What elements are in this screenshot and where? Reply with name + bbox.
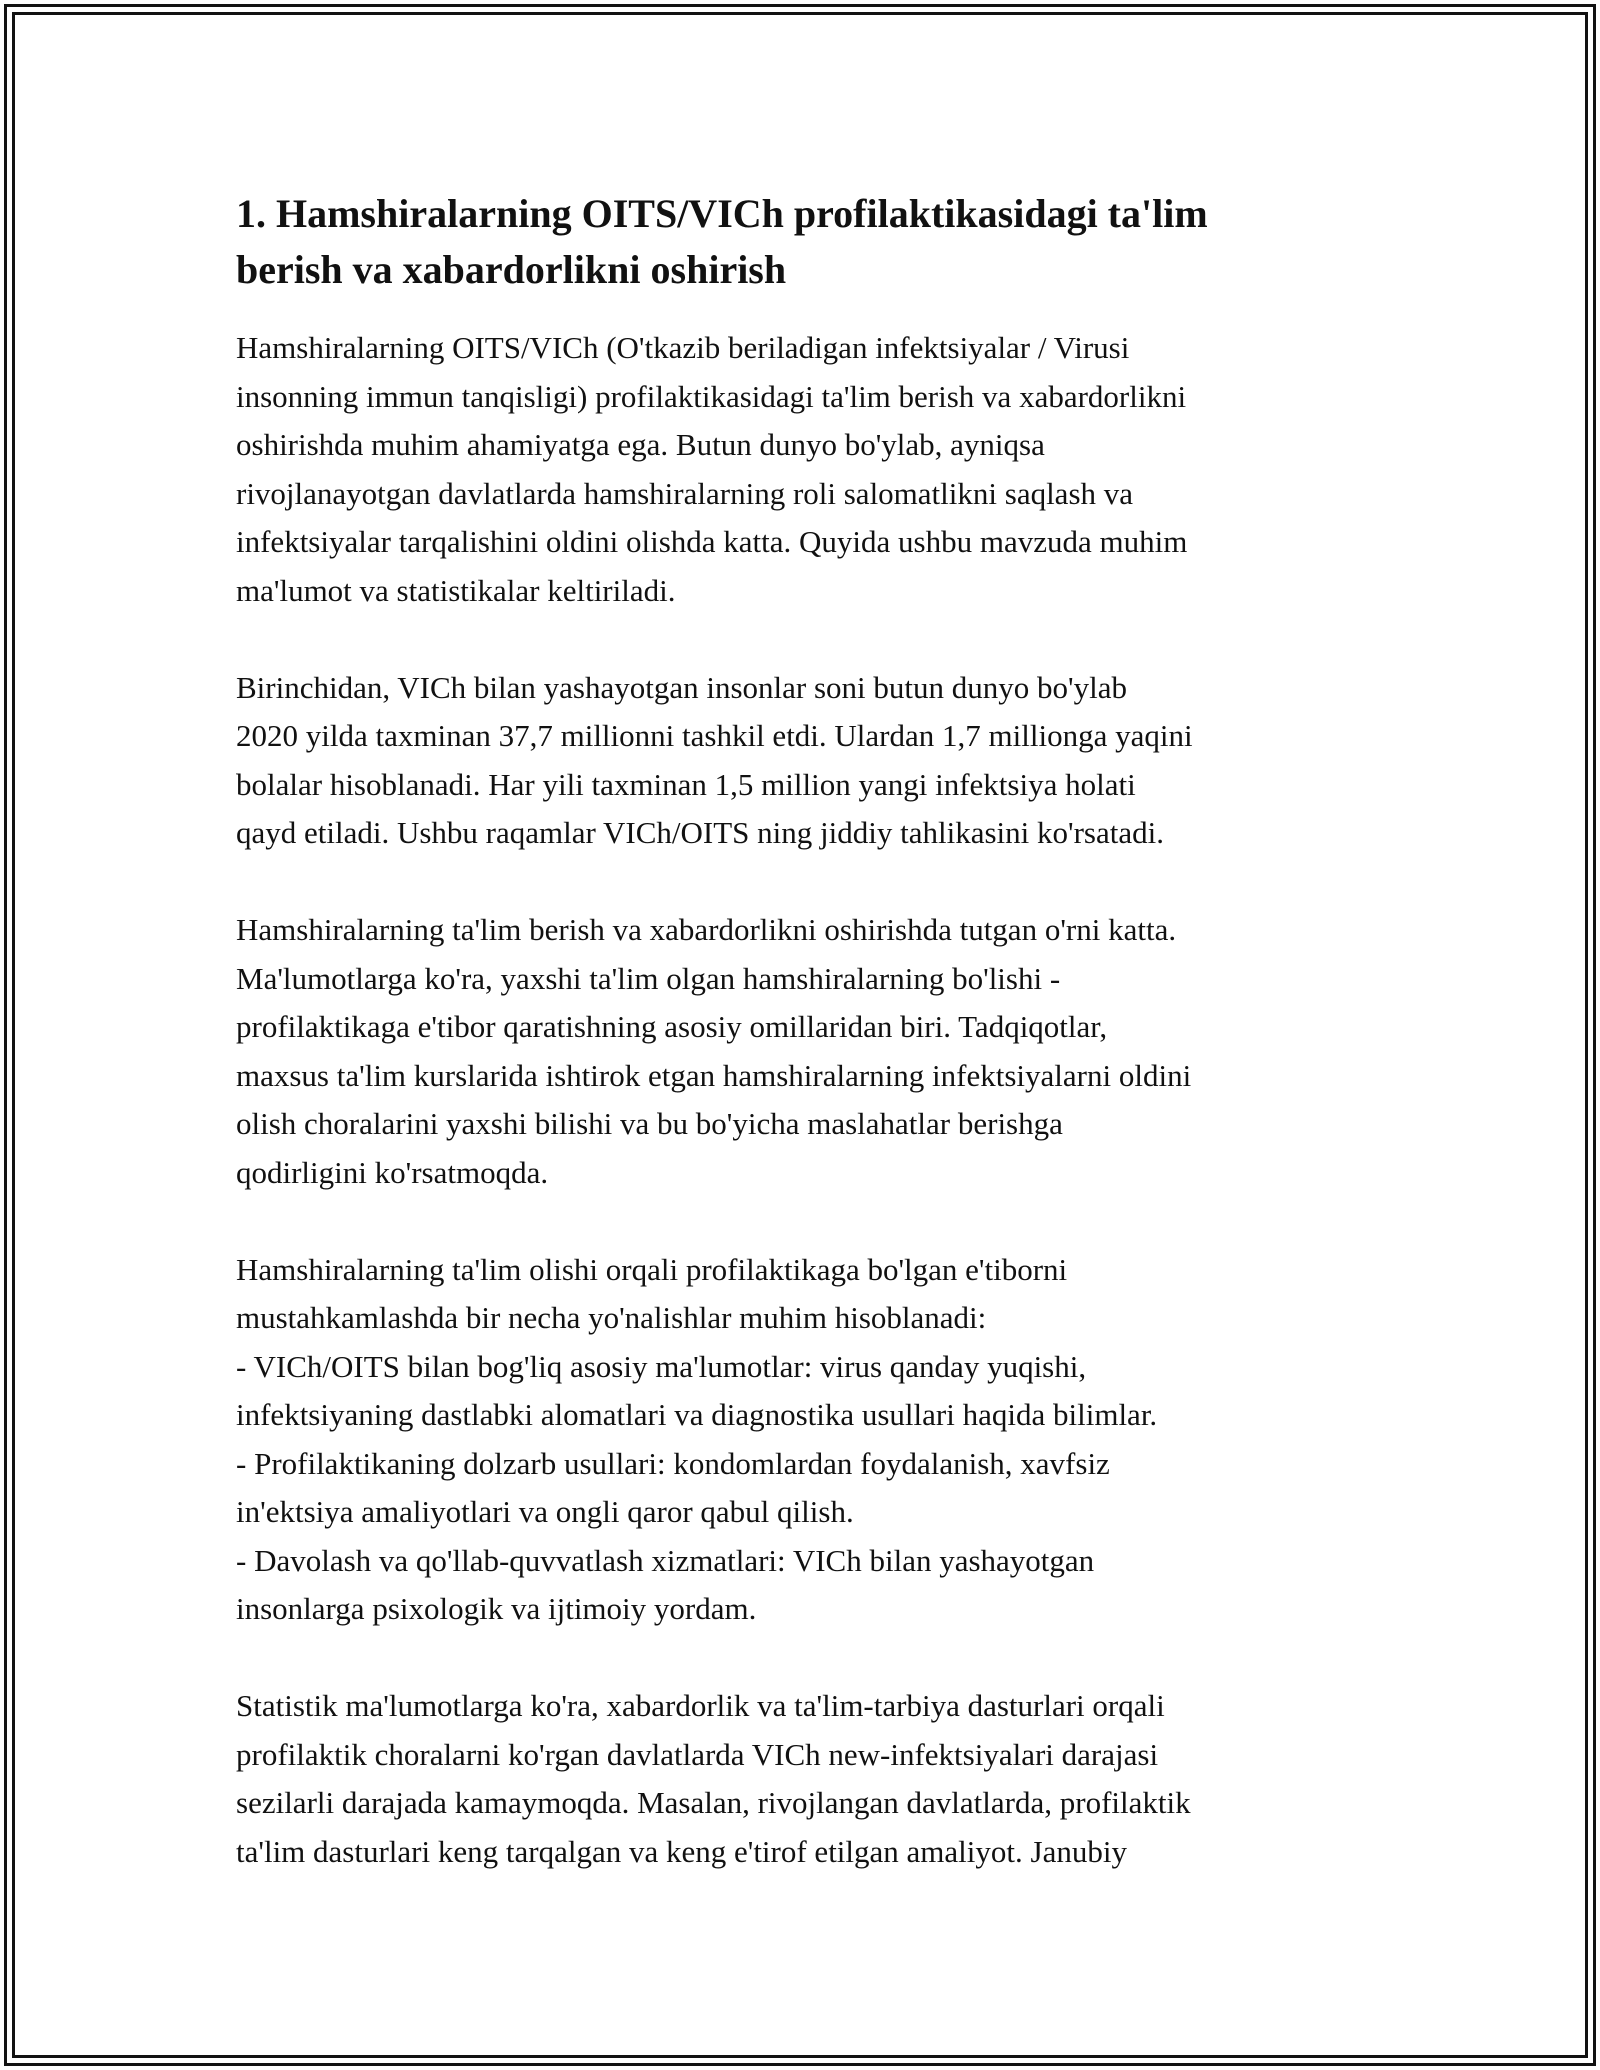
paragraph-statistics: Birinchidan, VICh bilan yashayotgan insonlar soni butun dunyo bo'ylab 2020 yilda taxminan 37,7 millionni tashkil etdi. Ulardan 1,7 millionga yaqini bolalar hisoblanadi. Har yili taxminan 1,5 million yangi infektsiya holati qayd etiladi. Ushbu raqamlar VICh/OITS ning jiddiy tahlikasini ko'rsatadi. bbox=[236, 669, 1193, 850]
paragraph-statistical-data: Statistik ma'lumotlarga ko'ra, xabardorlik va ta'lim-tarbiya dasturlari orqali profilaktik choralarni ko'rgan davlatlarda VICh new-infektsiyalari darajasi sezilarli darajada kamaymoqda. Masalan, rivojlangan davlatlarda, profilaktik ta'lim dasturlari keng tarqalgan va keng e'tirof etilgan amaliyot. Janubiy bbox=[236, 1688, 1191, 1869]
document-body bbox=[236, 186, 1386, 1876]
section-heading: 1. Hamshiralarning OITS/VICh profilaktikasidagi ta'lim berish va xabardorlikni oshirish bbox=[236, 191, 1208, 292]
paragraph-intro: Hamshiralarning OITS/VICh (O'tkazib beriladigan infektsiyalar / Virusi insonning immun tanqisligi) profilaktikasidagi ta'lim berish va xabardorlikni oshirishda muhim ahamiyatga ega. Butun dunyo bo'ylab, ayniqsa rivojlanayotgan davlatlarda hamshiralarning roli salomatlikni saqlash va infektsiyalar tarqalishini oldini olishda katta. Quyida ushbu mavzuda muhim ma'lumot va statistikalar keltiriladi. bbox=[236, 330, 1188, 608]
paragraph-role: Hamshiralarning ta'lim berish va xabardorlikni oshirishda tutgan o'rni katta. Ma'lumotlarga ko'ra, yaxshi ta'lim olgan hamshiralarning bo'lishi - profilaktikaga e'tibor qaratishning asosiy omillaridan biri. Tadqiqotlar, maxsus ta'lim kurslarida ishtirok etgan hamshiralarning infektsiyalarni oldini olish choralarini yaxshi bilishi va bu bo'yicha maslahatlar berishga qodirligini ko'rsatmoqda. bbox=[236, 912, 1192, 1190]
paragraph-directions-list: Hamshiralarning ta'lim olishi orqali profilaktikaga bo'lgan e'tiborni mustahkamlashda bir necha yo'nalishlar muhim hisoblanadi: - VICh/OITS bilan bog'liq asosiy ma'lumotlar: virus qanday yuqishi, infektsiyaning dastlabki alomatlari va diagnostika usullari haqida bilimlar. - Profilaktikaning dolzarb usullari: kondomlardan foydalanish, xavfsiz in'ektsiya amaliyotlari va ongli qaror qabul qilish. - Davolash va qo'llab-quvvatlash xizmatlari: VICh bilan yashayotgan insonlarga psixologik va ijtimoiy yordam. bbox=[236, 1251, 1158, 1626]
